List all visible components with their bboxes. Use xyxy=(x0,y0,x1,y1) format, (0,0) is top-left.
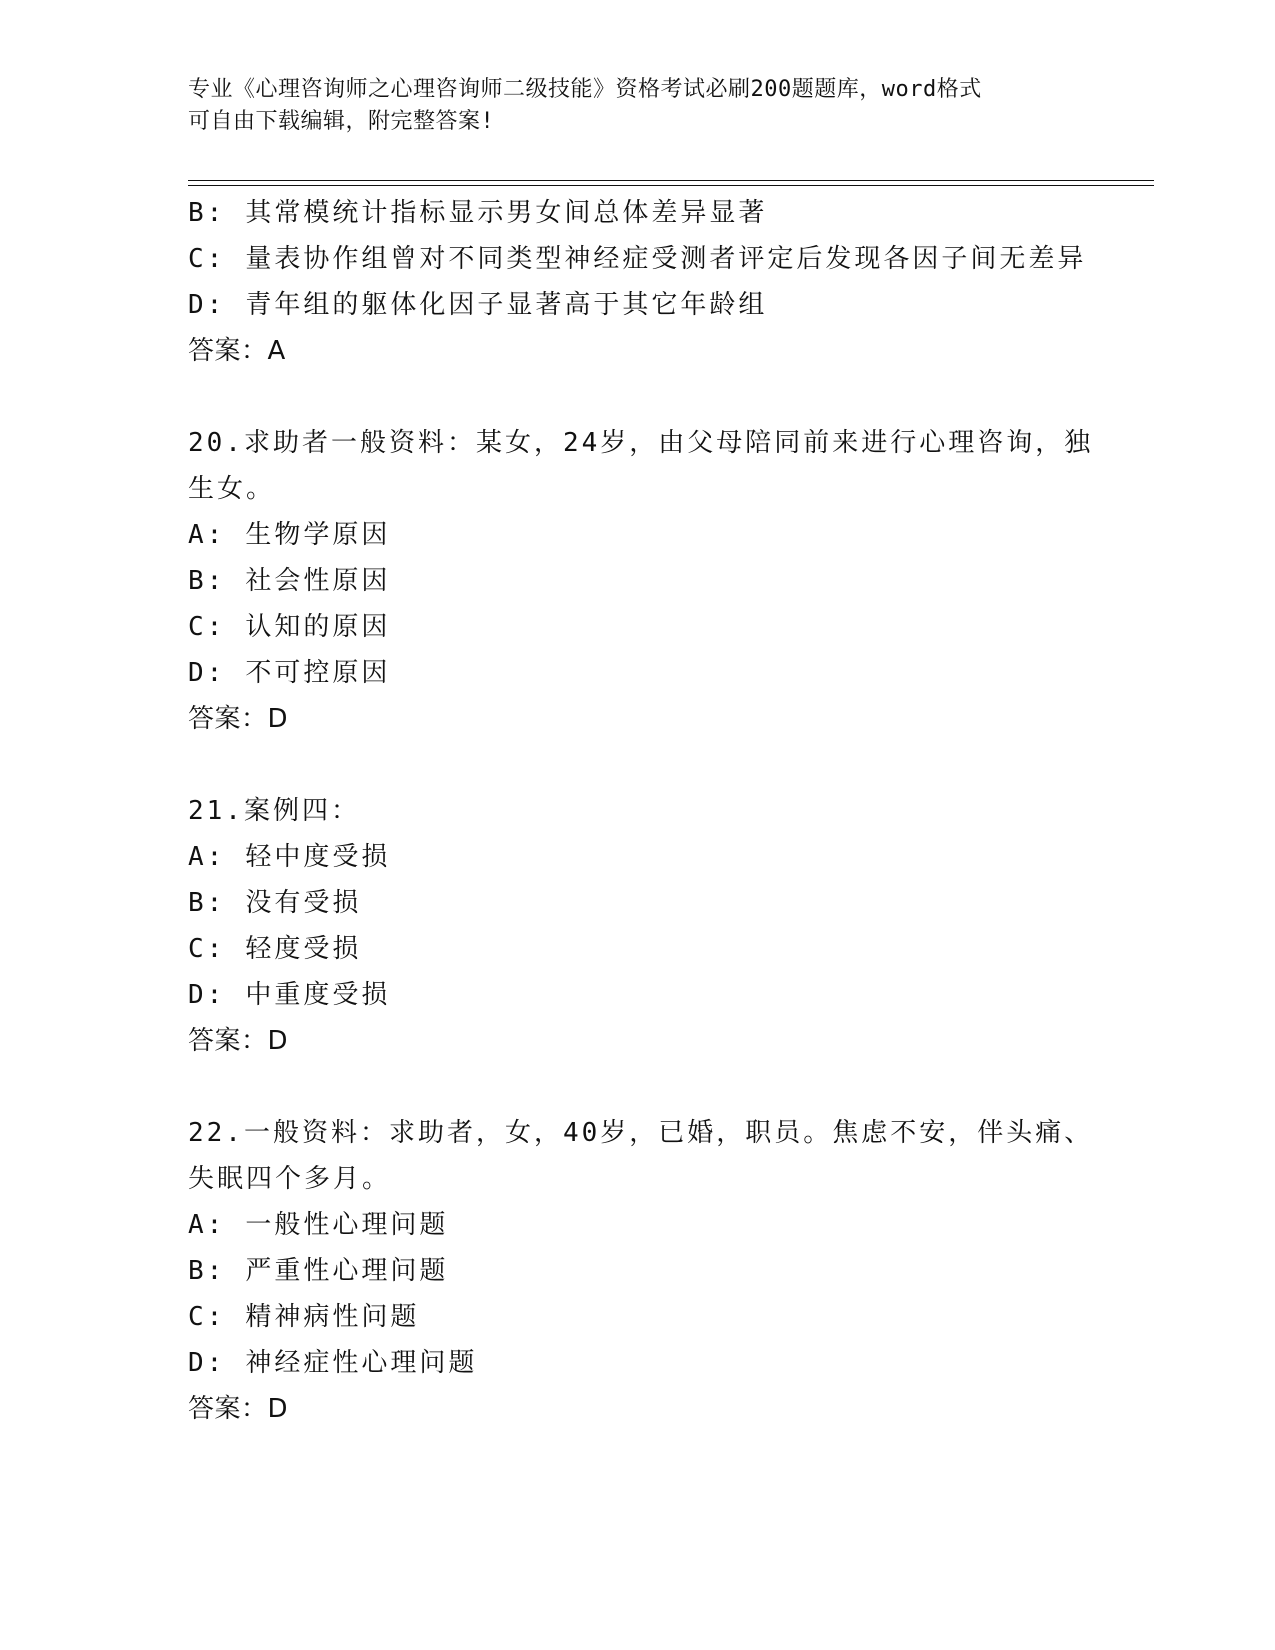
option-text: 没有受损 xyxy=(245,888,362,918)
option-c xyxy=(188,1294,1148,1340)
option-text: 严重性心理问题 xyxy=(245,1256,449,1286)
answer: 答案：A xyxy=(188,336,286,366)
question-stem: 22.一般资料：求助者，女，40岁，已婚，职员。焦虑不安，伴头痛、 xyxy=(188,1118,1094,1148)
option-c xyxy=(188,926,1148,972)
option-letter: D: xyxy=(188,980,226,1010)
question-stem: 21.案例四： xyxy=(188,796,360,826)
option-text: 生物学原因 xyxy=(245,520,391,550)
option-text: 认知的原因 xyxy=(245,612,391,642)
question-20 xyxy=(188,420,1148,742)
question-stem: 20.求助者一般资料：某女，24岁，由父母陪同前来进行心理咨询，独 xyxy=(188,428,1094,458)
option-letter: C: xyxy=(188,612,226,642)
option-text: 不可控原因 xyxy=(245,658,391,688)
header-rule-bottom xyxy=(188,185,1154,186)
option-b xyxy=(188,1248,1148,1294)
option-b xyxy=(188,190,1148,236)
option-letter: A: xyxy=(188,520,226,550)
option-text: 其常模统计指标显示男女间总体差异显著 xyxy=(245,198,768,228)
option-b xyxy=(188,880,1148,926)
option-a xyxy=(188,834,1148,880)
option-letter: B: xyxy=(188,888,226,918)
option-text: 神经症性心理问题 xyxy=(245,1348,478,1378)
option-letter: D: xyxy=(188,1348,226,1378)
option-text: 一般性心理问题 xyxy=(245,1210,449,1240)
option-d xyxy=(188,1340,1148,1386)
option-a xyxy=(188,1202,1148,1248)
spacer xyxy=(188,1064,1148,1110)
option-text: 量表协作组曾对不同类型神经症受测者评定后发现各因子间无差异 xyxy=(245,244,1087,274)
option-letter: D: xyxy=(188,290,226,320)
option-c xyxy=(188,604,1148,650)
option-d xyxy=(188,972,1148,1018)
option-d xyxy=(188,650,1148,696)
option-letter: D: xyxy=(188,658,226,688)
answer: 答案：D xyxy=(188,704,289,734)
option-a xyxy=(188,512,1148,558)
option-text: 轻度受损 xyxy=(245,934,362,964)
option-text: 青年组的躯体化因子显著高于其它年龄组 xyxy=(245,290,768,320)
option-text: 精神病性问题 xyxy=(245,1302,420,1332)
header-line-2: 可自由下载编辑，附完整答案! xyxy=(188,109,495,134)
option-text: 社会性原因 xyxy=(245,566,391,596)
option-b xyxy=(188,558,1148,604)
question-21 xyxy=(188,788,1148,1064)
option-letter: B: xyxy=(188,566,226,596)
question-22 xyxy=(188,1110,1148,1432)
option-text: 轻中度受损 xyxy=(245,842,391,872)
spacer xyxy=(188,742,1148,788)
header-line-1: 专业《心理咨询师之心理咨询师二级技能》资格考试必刷200题题库，word格式 xyxy=(188,77,982,102)
spacer xyxy=(188,374,1148,420)
option-letter: A: xyxy=(188,842,226,872)
question-stem-cont: 生女。 xyxy=(188,474,276,504)
option-letter: C: xyxy=(188,1302,226,1332)
option-d xyxy=(188,282,1148,328)
question-stem-cont: 失眠四个多月。 xyxy=(188,1164,392,1194)
option-c xyxy=(188,236,1148,282)
document-header xyxy=(188,74,1088,138)
answer: 答案：D xyxy=(188,1394,289,1424)
answer: 答案：D xyxy=(188,1026,289,1056)
question-list xyxy=(188,190,1148,1432)
option-text: 中重度受损 xyxy=(245,980,391,1010)
question-19-tail xyxy=(188,190,1148,374)
header-rule-top xyxy=(188,180,1154,181)
option-letter: B: xyxy=(188,1256,226,1286)
option-letter: A: xyxy=(188,1210,226,1240)
option-letter: C: xyxy=(188,244,226,274)
option-letter: B: xyxy=(188,198,226,228)
option-letter: C: xyxy=(188,934,226,964)
